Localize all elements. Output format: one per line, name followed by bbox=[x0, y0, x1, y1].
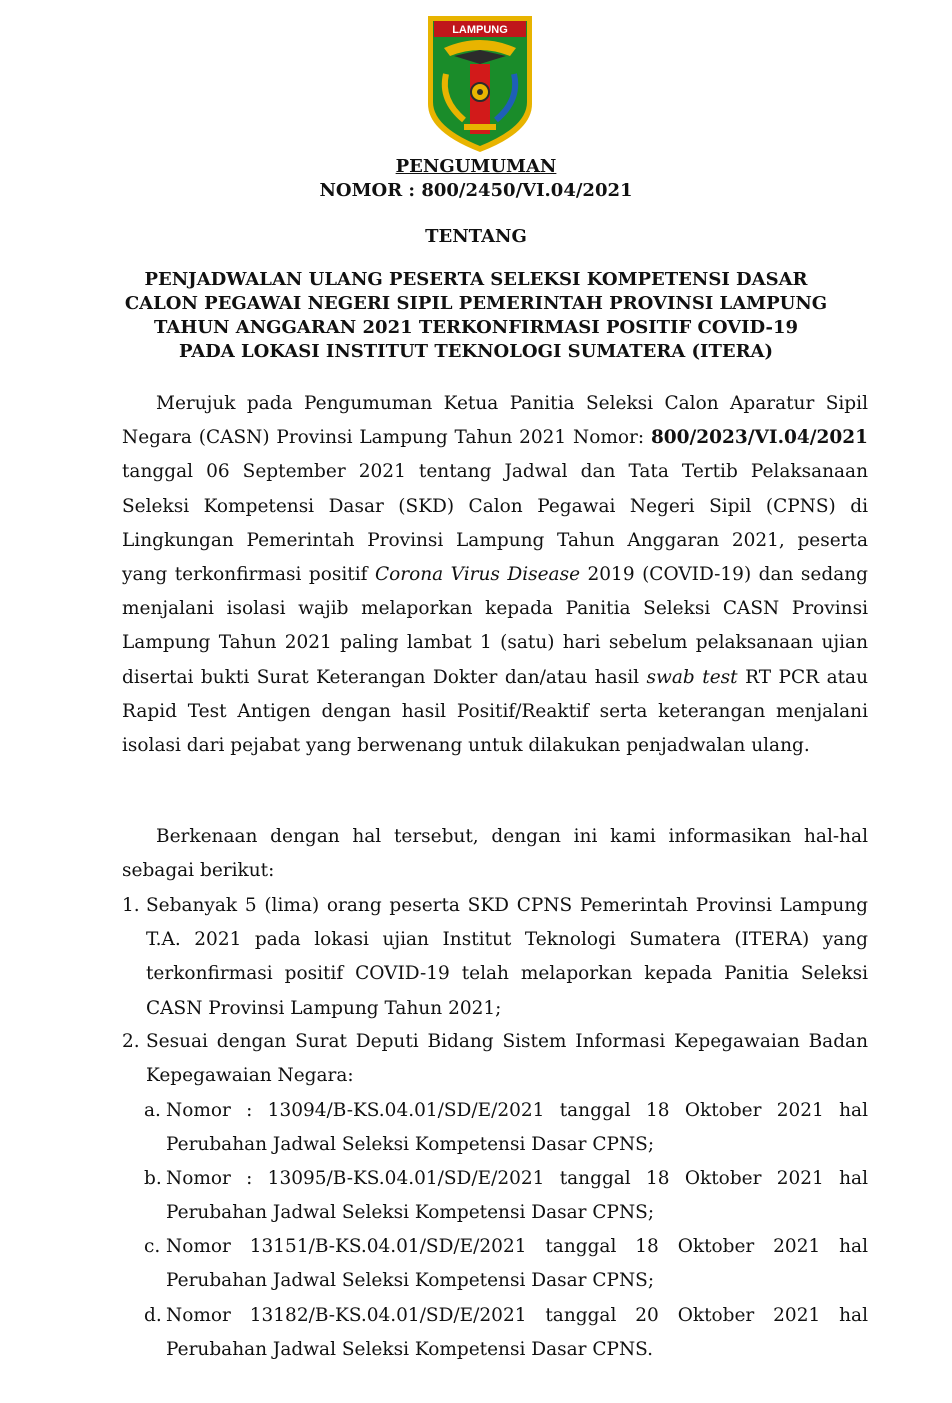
announcement-number: NOMOR : 800/2450/VI.04/2021 bbox=[319, 180, 633, 201]
sub-list-letter: a. bbox=[144, 1100, 161, 1121]
sub-list-letter: b. bbox=[144, 1168, 162, 1189]
lampung-emblem-logo bbox=[424, 12, 536, 155]
subject-line-2: CALON PEGAWAI NEGERI SIPIL PEMERINTAH PROVINSI LAMPUNG bbox=[124, 293, 828, 314]
para1-italic-swab: swab test bbox=[646, 666, 738, 688]
tentang-heading: TENTANG bbox=[425, 226, 527, 247]
sub-list-text: Nomor 13151/B-KS.04.01/SD/E/2021 tanggal 18 Oktober 2021 hal Perubahan Jadwal Seleksi Kompetensi Dasar CPNS; bbox=[166, 1236, 868, 1292]
paragraph-reference bbox=[122, 387, 868, 763]
sub-list-letter: d. bbox=[144, 1305, 162, 1326]
para1-text-a: Merujuk pada Pengumuman Ketua Panitia Seleksi Calon Aparatur Sipil Negara (CASN) Provinsi Lampung Tahun 2021 Nomor: bbox=[122, 393, 868, 449]
sub-list-text: Nomor : 13094/B-KS.04.01/SD/E/2021 tanggal 18 Oktober 2021 hal Perubahan Jadwal Seleksi Kompetensi Dasar CPNS; bbox=[166, 1100, 868, 1156]
sub-list-text: Nomor 13182/B-KS.04.01/SD/E/2021 tanggal 20 Oktober 2021 hal Perubahan Jadwal Seleksi Kompetensi Dasar CPNS. bbox=[166, 1305, 868, 1361]
sub-list-letter: c. bbox=[144, 1236, 161, 1257]
subject-line-1: PENJADWALAN ULANG PESERTA SELEKSI KOMPETENSI DASAR bbox=[144, 269, 808, 290]
list-number: 1. bbox=[122, 895, 140, 916]
para2-text: Berkenaan dengan hal tersebut, dengan ini kami informasikan hal-hal sebagai berikut: bbox=[122, 826, 868, 882]
list-item-text: Sesuai dengan Surat Deputi Bidang Sistem Informasi Kepegawaian Badan Kepegawaian Negara: bbox=[146, 1031, 868, 1087]
para1-italic-disease: Corona Virus Disease bbox=[374, 564, 581, 586]
para1-text-c: tanggal 06 September 2021 tentang Jadwal dan Tata Tertib Pelaksanaan Seleksi Kompetensi Dasar (SKD) Calon Pegawai Negeri Sipil (CPNS) di Lingkungan Pemerintah Provinsi Lampung Tahun Anggaran 2021, peserta yang terkonfirmasi positif bbox=[122, 461, 868, 586]
announcement-title: PENGUMUMAN bbox=[395, 156, 557, 177]
paragraph-intro bbox=[122, 820, 868, 888]
para1-text-e: 2019 (COVID-19) dan sedang menjalani isolasi wajib melaporkan kepada Panitia Seleksi CASN Provinsi Lampung Tahun 2021 paling lambat 1 (satu) hari sebelum pelaksanaan ujian disertai bukti Surat Keterangan Dokter dan/atau hasil bbox=[122, 564, 868, 688]
para1-text-g: RT PCR atau Rapid Test Antigen dengan hasil Positif/Reaktif serta keterangan menjalani isolasi dari pejabat yang berwenang untuk dilakukan penjadwalan ulang. bbox=[122, 666, 868, 757]
list-item-text: Sebanyak 5 (lima) orang peserta SKD CPNS Pemerintah Provinsi Lampung T.A. 2021 pada lokasi ujian Institut Teknologi Sumatera (ITERA) yang terkonfirmasi positif COVID-19 telah melaporkan kepada Panitia Seleksi CASN Provinsi Lampung Tahun 2021; bbox=[146, 895, 868, 1019]
sub-list-text: Nomor : 13095/B-KS.04.01/SD/E/2021 tanggal 18 Oktober 2021 hal Perubahan Jadwal Seleksi Kompetensi Dasar CPNS; bbox=[166, 1168, 868, 1224]
subject-line-3: TAHUN ANGGARAN 2021 TERKONFIRMASI POSITIF COVID-19 bbox=[153, 317, 799, 338]
list-number: 2. bbox=[122, 1031, 140, 1052]
reference-number: 800/2023/VI.04/2021 bbox=[650, 427, 868, 449]
subject-line-4: PADA LOKASI INSTITUT TEKNOLOGI SUMATERA (ITERA) bbox=[178, 341, 774, 362]
logo-banner-text: LAMPUNG bbox=[452, 24, 508, 36]
